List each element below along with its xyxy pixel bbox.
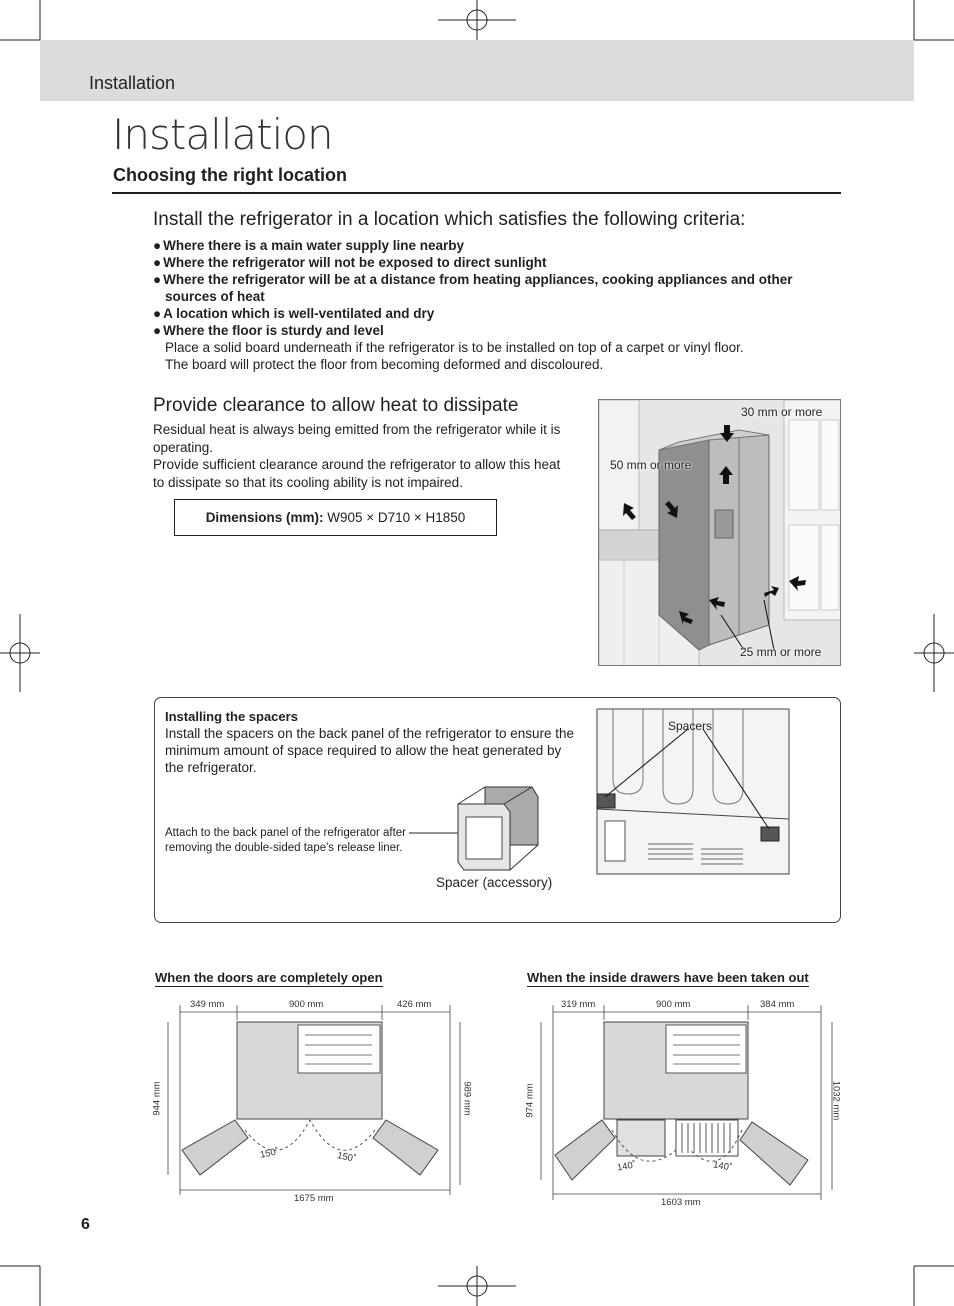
- open-height-left: 944 mm: [151, 1081, 163, 1116]
- open-angle-right: 150˚: [336, 1150, 357, 1165]
- open-left-dim: 349 mm: [190, 999, 225, 1010]
- clearance-para: Provide sufficient clearance around the refrigerator to allow this heat to dissipate so that its cooling ability is not impaired.: [153, 457, 561, 490]
- criteria-item: ● A location which is well-ventilated and dry: [153, 305, 843, 322]
- drawers-middle-dim: 900 mm: [656, 999, 691, 1010]
- open-right-dim: 426 mm: [397, 999, 432, 1010]
- drawers-height-right: 1032 mm: [830, 1080, 842, 1121]
- spacers-label: Spacers: [668, 719, 713, 733]
- drawers-height-left: 974 mm: [524, 1083, 536, 1118]
- diagram-open-title: When the doors are completely open: [155, 970, 383, 985]
- section-title: Choosing the right location: [113, 165, 347, 185]
- diagram-drawers-title: When the inside drawers have been taken out: [527, 970, 809, 985]
- spacers-text: Install the spacers on the back panel of the refrigerator to ensure the minimum amount of space required to allow the heat generated by the refrigerator.: [165, 726, 574, 775]
- open-height-right: 989 mm: [461, 1081, 473, 1116]
- spacers-title: Installing the spacers: [165, 709, 298, 724]
- criteria-note: The board will protect the floor from becoming deformed and discoloured.: [165, 357, 604, 372]
- clearance-back-label: 25 mm or more: [740, 645, 822, 659]
- dimensions-value: W905 × D710 × H1850: [327, 510, 466, 525]
- page-number: 6: [81, 1216, 90, 1233]
- criteria-item: ● Where the refrigerator will be at a distance from heating appliances, cooking appliances and other sources of heat: [153, 271, 843, 305]
- open-total-dim: 1675 mm: [294, 1193, 334, 1204]
- spacers-attach-note: Attach to the back panel of the refrigerator after removing the double-sided tape's release liner.: [165, 827, 407, 854]
- criteria-item: ● Where the floor is sturdy and level: [153, 322, 843, 339]
- open-middle-dim: 900 mm: [289, 999, 324, 1010]
- header-section-label: Installation: [89, 73, 176, 93]
- page-title: Installation: [112, 110, 333, 159]
- dimensions-label: Dimensions (mm):: [205, 510, 324, 525]
- clearance-top-label: 30 mm or more: [741, 405, 823, 419]
- drawers-left-dim: 319 mm: [561, 999, 596, 1010]
- open-angle-left: 150˚: [259, 1146, 280, 1161]
- drawers-total-dim: 1603 mm: [661, 1197, 701, 1208]
- criteria-item: ● Where the refrigerator will not be exposed to direct sunlight: [153, 254, 843, 271]
- clearance-side-label: 50 mm or more: [610, 458, 692, 472]
- clearance-heading: Provide clearance to allow heat to dissipate: [153, 395, 519, 416]
- drawers-angle-left: 140˚: [616, 1159, 637, 1174]
- criteria-note: Place a solid board underneath if the refrigerator is to be installed on top of a carpet or vinyl floor.: [165, 340, 744, 355]
- criteria-item: ● Where there is a main water supply line nearby: [153, 237, 843, 254]
- spacer-accessory-label: Spacer (accessory): [436, 875, 553, 890]
- criteria-lead: Install the refrigerator in a location which satisfies the following criteria:: [153, 209, 746, 230]
- clearance-para: Residual heat is always being emitted from the refrigerator while it is operating.: [153, 422, 561, 455]
- drawers-right-dim: 384 mm: [760, 999, 795, 1010]
- drawers-angle-right: 140˚: [712, 1159, 733, 1174]
